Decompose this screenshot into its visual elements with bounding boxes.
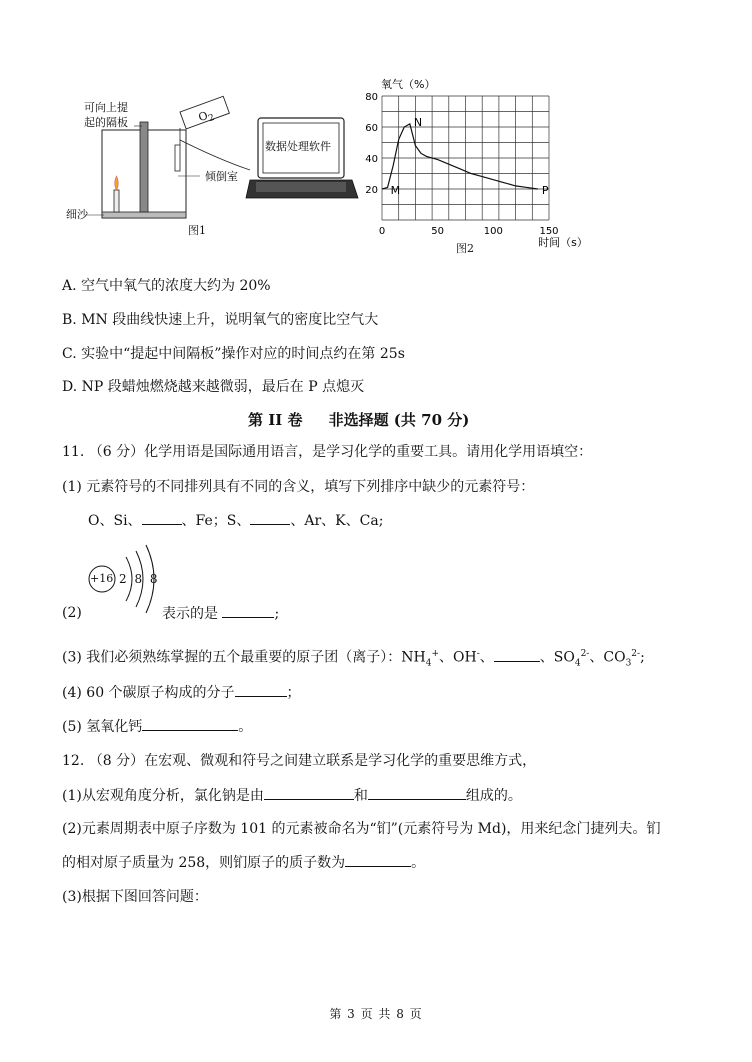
- option-c: C. 实验中“提起中间隔板”操作对应的时间点约在第 25s: [62, 346, 405, 362]
- point-label: N: [413, 115, 423, 129]
- q11-part4: (4) 60 个碳原子构成的分子 ；: [62, 682, 301, 703]
- nucleus-charge: +16: [90, 572, 114, 585]
- answer-blank[interactable]: [222, 603, 274, 618]
- flame-icon: [115, 176, 119, 190]
- answer-blank[interactable]: [345, 852, 411, 867]
- page-footer: 第 3 页 共 8 页: [329, 1007, 423, 1021]
- figure-2: [355, 75, 595, 255]
- option-d: D. NP 段蜡烛燃烧越来越微弱，最后在 P 点熄灭: [62, 379, 365, 395]
- q12-part3: (3)根据下图回答问题：: [62, 889, 208, 905]
- section-title: 第 II 卷 非选择题 (共 70 分): [248, 411, 470, 429]
- shell-electrons: 2 8 8: [119, 572, 160, 586]
- answer-blank[interactable]: [142, 716, 238, 731]
- y-tick-label: 20: [365, 185, 378, 196]
- answer-blank[interactable]: [368, 785, 466, 800]
- series-line: [382, 124, 538, 189]
- q11-stem: 11. （6 分）化学用语是国际通用语言，是学习化学的重要工具。请用化学用语填空：: [62, 444, 593, 460]
- answer-blank[interactable]: [264, 785, 354, 800]
- oxygen-label: $O_2$: [196, 108, 217, 125]
- answer-blank[interactable]: [235, 682, 287, 697]
- option-a: A. 空气中氧气的浓度大约为 20%: [62, 278, 271, 294]
- atom-structure-diagram: [86, 543, 166, 615]
- y-axis-title: 氧气（%）: [381, 78, 436, 91]
- q12-part2-line2: 的相对原子质量为 258，则钔原子的质子数为 。: [62, 852, 425, 873]
- y-tick-label: 40: [365, 154, 378, 165]
- sensor-label: 倾倒室: [205, 170, 238, 183]
- q11-part3: (3) 我们必须熟练掌握的五个最重要的原子团（离子）：$NH_4^+$、OH-、 、$SO_4^{2-}$、$CO_3^{2-}$;: [62, 644, 645, 673]
- q12-part2-line1: (2)元素周期表中原子序数为 101 的元素被命名为“钔”(元素符号为 Md)，用来纪念门捷列夫。钔: [62, 821, 661, 837]
- option-b: B. MN 段曲线快速上升，说明氧气的密度比空气大: [62, 312, 379, 328]
- figure-1-caption: 图1: [188, 224, 206, 237]
- oxygen-chart: [355, 75, 595, 255]
- figure-1: [60, 90, 360, 240]
- y-tick-label: 60: [365, 123, 378, 134]
- x-tick-label: 150: [539, 226, 559, 237]
- q11-sequence: O、Si、 、Fe；S、 、Ar、K、Ca;: [88, 510, 383, 531]
- laptop-screen-text: 数据处理软件: [265, 140, 331, 153]
- answer-blank[interactable]: [494, 647, 540, 662]
- q11-part2-number: (2): [62, 605, 82, 621]
- x-tick-label: 50: [431, 226, 445, 237]
- sensor-icon: [175, 145, 180, 171]
- answer-blank[interactable]: [142, 510, 182, 525]
- q11-part1: (1) 元素符号的不同排列具有不同的含义，填写下列排序中缺少的元素符号：: [62, 479, 535, 495]
- x-tick-label: 0: [378, 226, 386, 237]
- point-label: M: [390, 184, 401, 197]
- x-axis-title: 时间（s）: [538, 236, 588, 249]
- y-tick-label: 80: [365, 92, 378, 103]
- sand-label: 细沙: [66, 208, 88, 221]
- candle-icon: [114, 190, 119, 212]
- q12-stem: 12. （8 分）在宏观、微观和符号之间建立联系是学习化学的重要思维方式，: [62, 753, 537, 769]
- figure-2-caption: 图2: [456, 242, 474, 255]
- q11-part2: 表示的是 ;: [162, 603, 279, 624]
- x-tick-label: 100: [483, 226, 503, 237]
- answer-blank[interactable]: [250, 510, 290, 525]
- q11-part5: (5) 氢氧化钙 。: [62, 716, 252, 737]
- partition-label: 可向上提 起的隔板: [84, 101, 128, 129]
- point-label: P: [541, 184, 549, 197]
- q12-part1: (1)从宏观角度分析，氯化钠是由 和 组成的。: [62, 785, 522, 806]
